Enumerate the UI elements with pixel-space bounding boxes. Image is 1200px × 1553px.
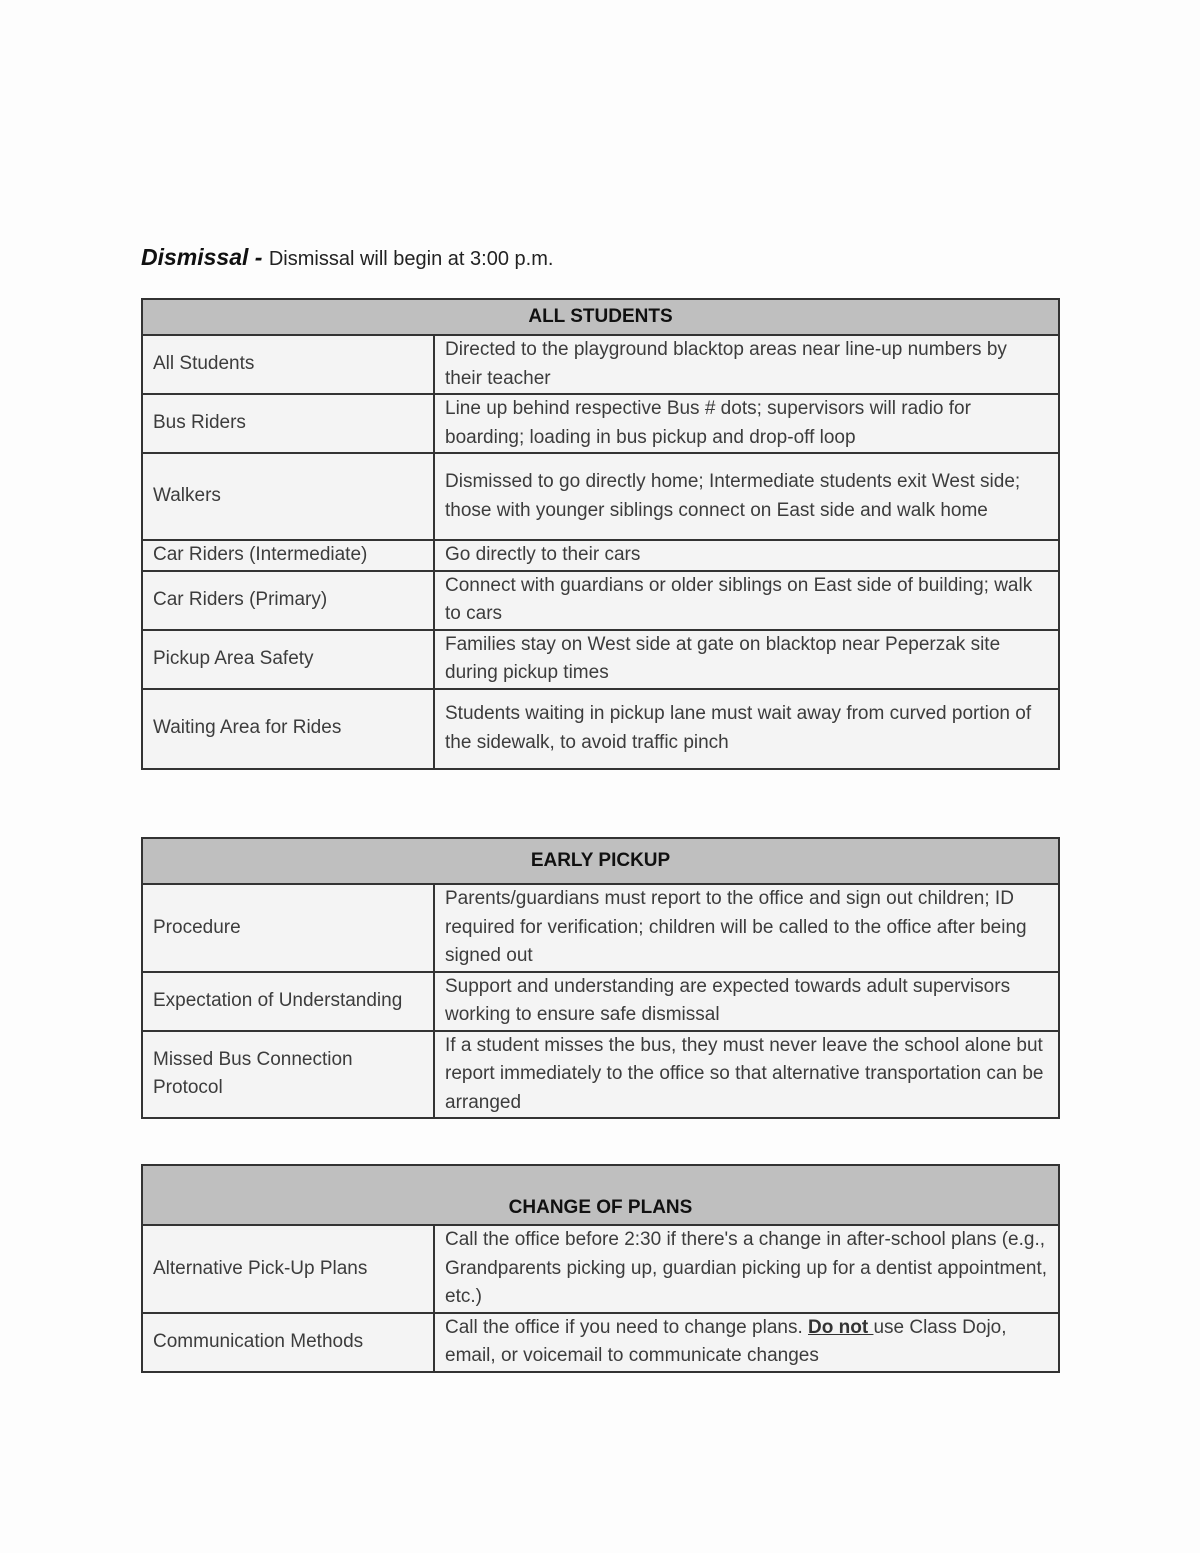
row-text [434,1313,1059,1372]
row-label: Pickup Area Safety [142,630,434,689]
row-text-before: Call the office if you need to change plans. [445,1316,809,1338]
table-row [142,335,1059,394]
row-text: Support and understanding are expected towards adult supervisors working to ensure safe dismissal [434,972,1059,1031]
heading-separator: - [248,244,269,270]
row-label: All Students [142,335,434,394]
row-text: Dismissed to go directly home; Intermediate students exit West side; those with younger siblings connect on East side and walk home [434,453,1059,540]
row-text: Connect with guardians or older siblings on East side of building; walk to cars [434,571,1059,630]
row-text: Families stay on West side at gate on blacktop near Peperzak site during pickup times [434,630,1059,689]
heading-subtitle: Dismissal will begin at 3:00 p.m. [268,248,554,270]
do-not-emphasis: Do not [808,1316,874,1338]
change-of-plans-table [141,1164,1060,1373]
row-text: If a student misses the bus, they must never leave the school alone but report immediately to the office so that alternative transportation can be arranged [434,1031,1059,1119]
table-row [142,884,1059,972]
row-label: Alternative Pick-Up Plans [142,1225,434,1313]
heading-title: Dismissal [141,244,249,270]
row-label: Waiting Area for Rides [142,689,434,769]
table-row [142,689,1059,769]
row-text: Directed to the playground blacktop areas near line-up numbers by their teacher [434,335,1059,394]
row-label: Bus Riders [142,394,434,453]
row-text-after: use Class Dojo, email, or voicemail to communicate changes [445,1316,1007,1366]
row-label: Missed Bus Connection Protocol [142,1031,434,1119]
table-row [142,394,1059,453]
table-row [142,972,1059,1031]
table-row [142,1031,1059,1119]
dismissal-heading [141,244,553,271]
row-text: Go directly to their cars [434,540,1059,571]
early-pickup-table [141,837,1060,1119]
table-row [142,540,1059,571]
row-label: Procedure [142,884,434,972]
table-row [142,1225,1059,1313]
table-row [142,453,1059,540]
all-students-table [141,298,1060,770]
row-label: Car Riders (Primary) [142,571,434,630]
row-text: Line up behind respective Bus # dots; supervisors will radio for boarding; loading in bus pickup and drop-off loop [434,394,1059,453]
row-text: Parents/guardians must report to the office and sign out children; ID required for verification; children will be called to the office after being signed out [434,884,1059,972]
row-label: Expectation of Understanding [142,972,434,1031]
table-header: EARLY PICKUP [142,838,1059,884]
row-label: Car Riders (Intermediate) [142,540,434,571]
table-row [142,630,1059,689]
table-header: CHANGE OF PLANS [142,1165,1059,1225]
table-header: ALL STUDENTS [142,299,1059,335]
table-row [142,1313,1059,1372]
row-label: Walkers [142,453,434,540]
row-text: Students waiting in pickup lane must wait away from curved portion of the sidewalk, to avoid traffic pinch [434,689,1059,769]
row-label: Communication Methods [142,1313,434,1372]
table-row [142,571,1059,630]
row-text: Call the office before 2:30 if there's a change in after-school plans (e.g., Grandparents picking up, guardian picking up for a dentist appointment, etc.) [434,1225,1059,1313]
